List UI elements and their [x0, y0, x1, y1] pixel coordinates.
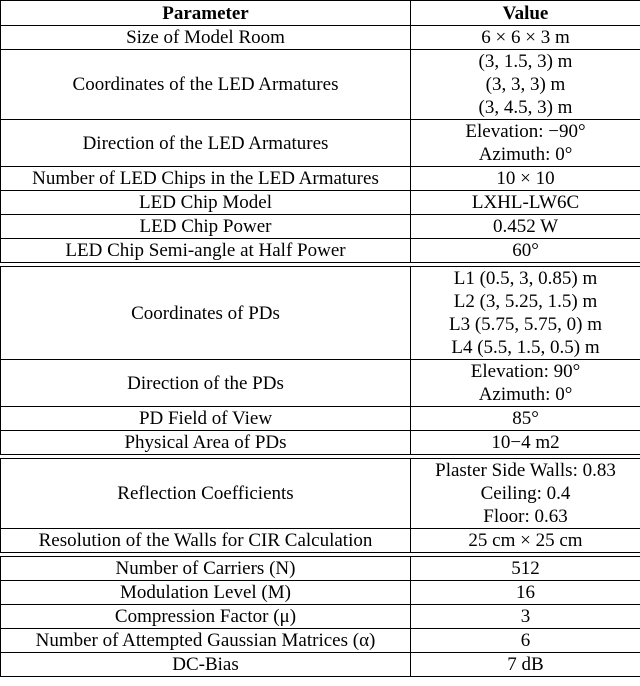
value-line: 6 × 6 × 3 m — [481, 27, 570, 48]
parameter-cell: Direction of the PDs — [1, 360, 411, 407]
parameter-cell: Compression Factor (μ) — [1, 605, 411, 629]
value-line: Plaster Side Walls: 0.83 — [435, 460, 616, 481]
table-row — [1, 407, 640, 431]
value-line: 85° — [512, 408, 539, 429]
value-cell — [411, 581, 640, 605]
value-line: (3, 3, 3) m — [485, 74, 566, 95]
table-row — [1, 431, 640, 455]
value-cell — [411, 605, 640, 629]
table-row — [1, 167, 640, 191]
table-row — [1, 360, 640, 407]
value-line: Floor: 0.63 — [483, 506, 568, 527]
table-row — [1, 459, 640, 529]
value-line: Elevation: 90° — [470, 361, 581, 382]
table-row — [1, 605, 640, 629]
value-line: Ceiling: 0.4 — [480, 483, 571, 504]
value-line: 25 cm × 25 cm — [468, 530, 583, 551]
parameter-cell: Physical Area of PDs — [1, 431, 411, 455]
table-row — [1, 191, 640, 215]
table-row — [1, 653, 640, 677]
value-line: 16 — [516, 582, 535, 603]
value-line: 60° — [512, 240, 539, 261]
value-line: (3, 4.5, 3) m — [478, 97, 573, 118]
parameter-cell: Direction of the LED Armatures — [1, 120, 411, 167]
parameter-cell: Coordinates of the LED Armatures — [1, 50, 411, 120]
parameter-cell: LED Chip Power — [1, 215, 411, 239]
parameter-cell: Modulation Level (M) — [1, 581, 411, 605]
value-cell — [411, 360, 640, 407]
value-line: 7 dB — [507, 654, 544, 675]
header-parameter: Parameter — [1, 1, 411, 26]
header-value: Value — [411, 1, 640, 26]
value-line: 10−4 m2 — [491, 432, 560, 453]
value-line: LXHL-LW6C — [471, 192, 580, 213]
parameter-cell: DC-Bias — [1, 653, 411, 677]
table-row — [1, 267, 640, 360]
value-line: (3, 1.5, 3) m — [478, 51, 573, 72]
value-line: 0.452 W — [492, 216, 559, 237]
table-row — [1, 581, 640, 605]
parameter-cell: Number of Attempted Gaussian Matrices (α) — [1, 629, 411, 653]
value-cell — [411, 407, 640, 431]
table-row — [1, 120, 640, 167]
table-header-row — [1, 1, 640, 26]
parameter-cell: PD Field of View — [1, 407, 411, 431]
value-cell — [411, 431, 640, 455]
parameter-cell: LED Chip Semi-angle at Half Power — [1, 239, 411, 263]
table-row — [1, 215, 640, 239]
value-cell — [411, 459, 640, 529]
parameter-cell: Reflection Coefficients — [1, 459, 411, 529]
value-line: L3 (5.75, 5.75, 0) m — [448, 314, 603, 335]
value-cell — [411, 215, 640, 239]
table-body — [1, 26, 640, 677]
value-cell — [411, 50, 640, 120]
parameter-cell: Number of Carriers (N) — [1, 557, 411, 581]
value-cell — [411, 191, 640, 215]
value-cell — [411, 653, 640, 677]
value-line: L2 (3, 5.25, 1.5) m — [453, 291, 598, 312]
parameter-cell: Resolution of the Walls for CIR Calculation — [1, 529, 411, 553]
value-cell — [411, 529, 640, 553]
value-cell — [411, 120, 640, 167]
value-line: 512 — [511, 558, 540, 579]
table-row — [1, 557, 640, 581]
table-row — [1, 239, 640, 263]
parameter-cell: LED Chip Model — [1, 191, 411, 215]
value-line: 10 × 10 — [496, 168, 555, 189]
value-cell — [411, 629, 640, 653]
table-row — [1, 26, 640, 50]
table-row — [1, 50, 640, 120]
value-line: 3 — [520, 606, 531, 627]
value-line: Azimuth: 0° — [478, 384, 573, 405]
value-line: L4 (5.5, 1.5, 0.5) m — [451, 337, 600, 358]
value-line: 6 — [520, 630, 531, 651]
value-line: L1 (0.5, 3, 0.85) m — [453, 268, 598, 289]
value-cell — [411, 167, 640, 191]
value-cell — [411, 239, 640, 263]
parameter-cell: Coordinates of PDs — [1, 267, 411, 360]
value-line: Azimuth: 0° — [478, 144, 573, 165]
value-line: Elevation: −90° — [465, 121, 586, 142]
value-cell — [411, 26, 640, 50]
parameter-cell: Number of LED Chips in the LED Armatures — [1, 167, 411, 191]
table-row — [1, 629, 640, 653]
value-cell — [411, 267, 640, 360]
table-row — [1, 529, 640, 553]
parameter-cell: Size of Model Room — [1, 26, 411, 50]
value-cell — [411, 557, 640, 581]
